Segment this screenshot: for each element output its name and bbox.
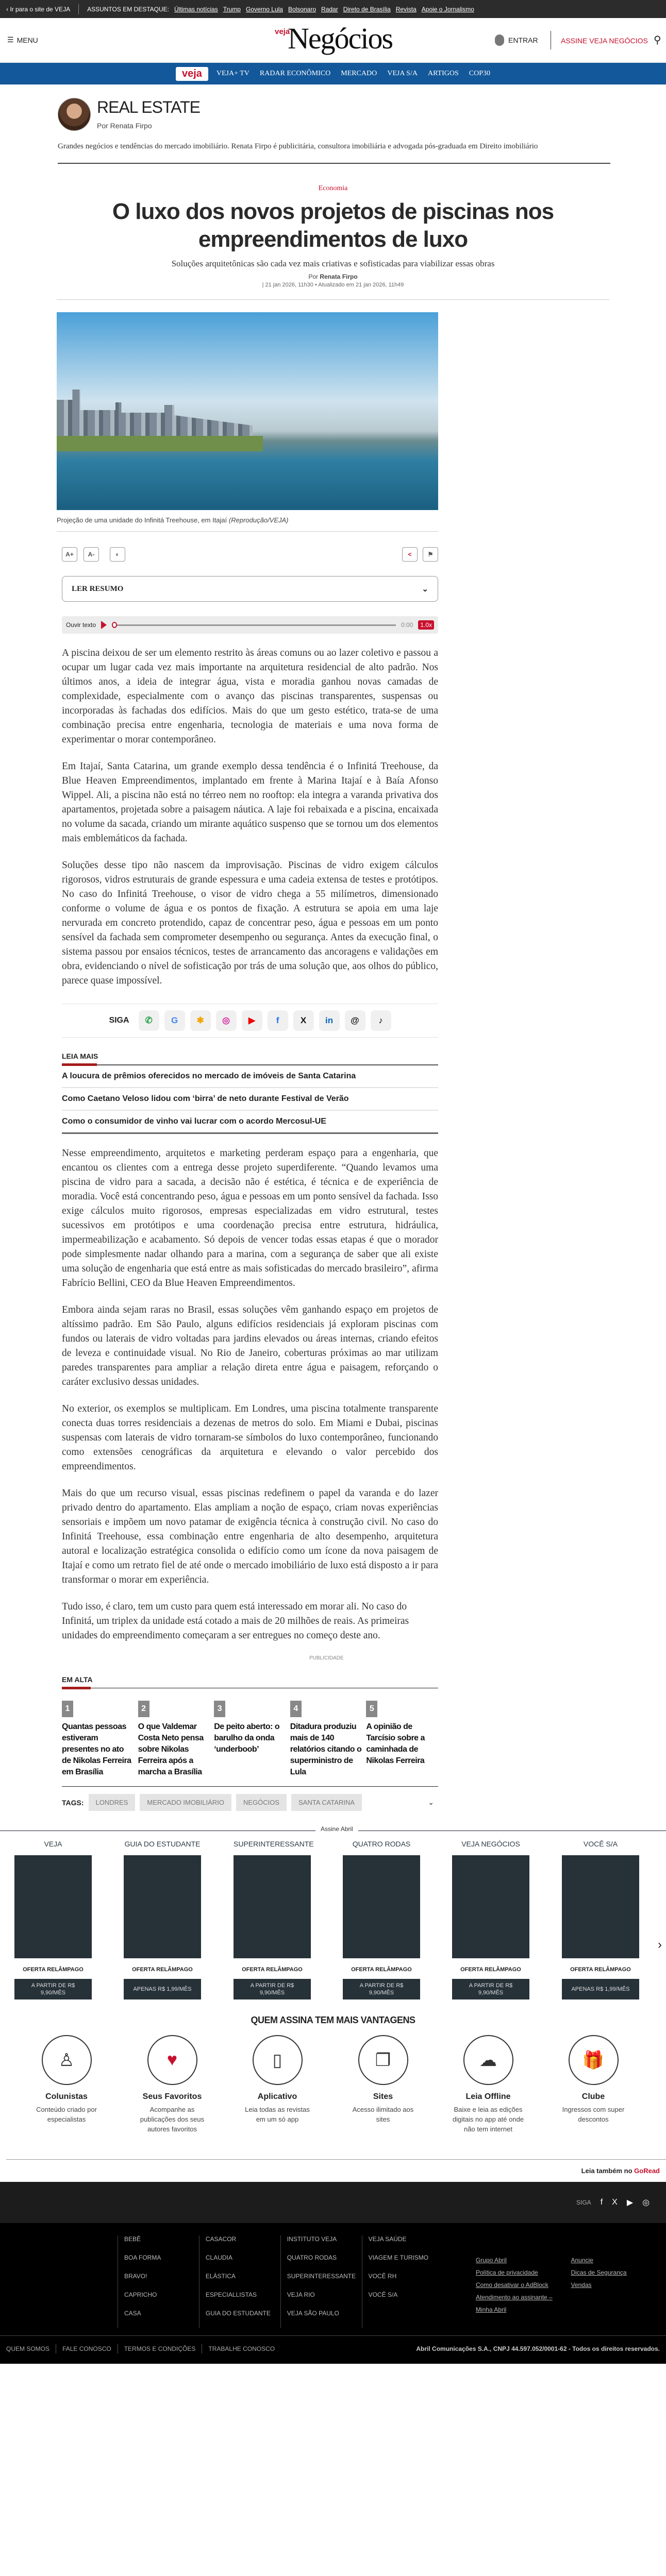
trending-header [62,1675,438,1688]
site-logo[interactable] [275,24,393,56]
heart-folder-icon: ♥ [147,2035,197,2085]
footer-link[interactable]: QUATRO RODAS [287,2254,337,2261]
rank-badge: 5 [366,1701,377,1717]
menu-button[interactable] [7,36,38,44]
footer-link[interactable]: ELÁSTICA [205,2273,236,2280]
advantage-item [30,2035,103,2124]
advantage-item [557,2035,629,2124]
trending-title: EM ALTA [62,1675,93,1684]
product-name: SUPERINTERESSANTE [234,1840,314,1848]
advantage-desc: Conteúdo criado por especialistas [36,2106,97,2123]
topic-link[interactable]: Apoie o Jornalismo [421,5,474,13]
bookmark-icon[interactable]: ⚑ [423,547,438,562]
article-photo [57,312,438,510]
nav-item[interactable]: MERCADO [341,70,377,77]
audio-label: Ouvir texto [66,621,96,629]
phone-app-icon: ▯ [253,2035,303,2085]
byline-prefix: Por [308,273,318,280]
section-nav [0,63,666,84]
footer-link[interactable]: BEBÊ [124,2235,141,2243]
footer-top [0,2182,666,2223]
advantage-desc: Ingressos com super descontos [562,2106,625,2123]
footer-link[interactable]: CAPRICHO [124,2291,157,2298]
instagram-icon[interactable]: ◎ [216,1010,237,1031]
goread-logo: GoRead [634,2167,660,2175]
person-icon: ♙ [42,2035,92,2085]
offer-label: OFERTA RELÂMPAGO [460,1967,521,1973]
trending-title-text: A opinião de Tarcísio sobre a caminhada de Nikolas Ferreira [366,1722,425,1765]
column-author: Por Renata Firpo [97,122,152,130]
follow-label: SIGA [109,1016,129,1025]
advantage-label: Aplicativo [257,2092,297,2101]
goread-link[interactable] [0,2167,660,2175]
footer-links-b [571,2235,666,2328]
nav-item[interactable]: COP30 [469,70,491,77]
footer-link[interactable]: ESPECIALLISTAS [205,2291,257,2298]
product-cover [124,1855,201,1958]
footer-link[interactable]: VEJA SAÚDE [368,2235,407,2243]
tiktok-icon[interactable]: ♪ [371,1010,391,1031]
footer-social [576,2197,650,2208]
trending-item[interactable] [214,1701,286,1778]
product-cover [234,1855,311,1958]
photo-skyline [57,389,253,441]
product-cover [343,1855,420,1958]
tag-chip[interactable]: SANTA CATARINA [291,1794,362,1811]
facebook-icon[interactable]: f [268,1010,288,1031]
product-card[interactable] [452,1840,529,1999]
subscribe-link[interactable]: ASSINE VEJA NEGÓCIOS [561,37,648,45]
search-icon[interactable]: ⚲ [654,35,661,46]
footer-link[interactable]: CASACOR [205,2235,237,2243]
ad-label: PUBLICIDADE [309,1655,344,1661]
spacer [443,2235,476,2328]
decrease-font-button[interactable]: A- [84,547,99,562]
divider [58,163,610,164]
advantage-item [241,2035,313,2124]
topic-link[interactable]: Bolsonaro [288,5,317,13]
footer-column [118,2235,199,2328]
trending-item[interactable] [62,1701,134,1778]
chevron-down-icon: ⌄ [422,585,428,594]
footer-link[interactable]: GUIA DO ESTUDANTE [205,2310,271,2317]
tags-row [62,1794,438,1811]
advantage-label: Sites [373,2092,393,2101]
article-title: O luxo dos novos projetos de piscinas nos empreendimentos de luxo [112,199,554,252]
footer-bottom-link[interactable]: TERMOS E CONDIÇÕES [124,2345,196,2352]
advantage-item [452,2035,524,2134]
trending-list [62,1701,438,1787]
footer-link[interactable]: BRAVO! [124,2273,147,2280]
footer-bottom-link[interactable]: FALE CONOSCO [62,2345,111,2352]
instagram-icon[interactable]: ◎ [642,2198,650,2207]
trending-title-text: O que Valdemar Costa Neto pensa sobre Nikolas Ferreira após a marcha a Brasília [138,1722,204,1776]
nav-item[interactable]: VEJA+ TV [216,70,249,77]
topic-link[interactable]: Revista [395,5,417,13]
product-list [0,1840,666,2010]
product-card[interactable] [234,1840,314,1999]
user-icon [495,35,504,46]
footer-links-a [476,2235,571,2328]
article-paragraph: Nesse empreendimento, arquitetos e marketing perderam espaço para a engenharia, que encantou os clientes com a entrega desse projeto superdiferente. “Quando levamos uma piscina de vidro para a sacada, a decisão não é estética, é técnica e de experiência de moradia. Você está concentrando peso, água e pessoas em um ponto sensível da fachada. Isso exige cálculos muito rigorosos, empresas especializadas em vidro estrutural, testes sucessivos em protótipos e uma coordenação precisa entre estrutura, hidráulica, impermeabilização e acabamento. Só depois de vencer todas essas etapas é que o morador pode simplesmente nadar olhando para a marina, com a segurança de saber que ali existe uma solução de engenharia que está entre as mais sofisticadas do mercado brasileiro”, afirma Fabrício Bellini, CEO da Blue Heaven Empreendimentos. [62,1148,438,1289]
back-label: Ir para o site de VEJA [10,5,71,13]
footer-link[interactable]: Grupo Abril [475,2257,507,2264]
advantage-label: Seus Favoritos [142,2092,202,2101]
follow-bar [62,1004,438,1038]
rank-badge: 3 [214,1701,225,1717]
byline [0,273,666,280]
advantage-label: Colunistas [45,2092,88,2101]
logo-negocios: Negócios [288,22,393,55]
price-button[interactable]: A PARTIR DE R$ 9,90/MÊS [14,1979,92,1999]
footer-link[interactable]: VOCÊ S/A [368,2291,398,2298]
linkedin-icon[interactable]: in [319,1010,340,1031]
photo-caption [57,516,666,524]
footer [0,2223,666,2364]
trending-item[interactable] [138,1701,210,1778]
menu-label: MENU [16,36,38,44]
goread-label: Leia também no [581,2167,632,2175]
footer-link[interactable]: Política de privacidade [475,2269,538,2276]
audio-progress-knob[interactable] [112,622,117,628]
nav-item[interactable]: VEJA S/A [387,70,418,77]
rank-badge: 1 [62,1701,73,1717]
offer-label: OFERTA RELÂMPAGO [23,1967,84,1973]
offer-label: OFERTA RELÂMPAGO [351,1967,412,1973]
footer-link[interactable]: Como desativar o AdBlock [475,2281,548,2289]
footer-link[interactable]: VOCÊ RH [368,2273,397,2280]
advantage-label: Clube [581,2092,605,2101]
product-card[interactable] [124,1840,201,1999]
divider [78,4,79,14]
advantage-label: Leia Offline [465,2092,511,2101]
footer-link[interactable]: Dicas de Segurança [571,2269,627,2276]
trending-title-text: Ditadura produziu mais de 140 relatórios citando o superministro de Lula [290,1722,362,1776]
photo-credit: (Reprodução/VEJA) [228,516,289,524]
hamburger-icon: ☰ [7,36,14,44]
share-icon[interactable]: < [402,547,418,562]
veja-brand-link[interactable]: veja [176,67,208,81]
advantage-desc: Baixe e leia as edições digitais no app até onde não tem internet [452,2106,524,2133]
login-button[interactable] [495,35,538,46]
trending-item[interactable] [366,1701,438,1778]
divider [57,299,609,300]
footer-column [362,2235,443,2328]
offer-label: OFERTA RELÂMPAGO [570,1967,631,1973]
article-paragraph: Soluções desse tipo não nascem da improvisação. Piscinas de vidro exigem cálculos rigorosos, vidros estruturais de grande espessura e uma cadeia extensa de testes e protótipos. No caso do Infinitá Treehouse, o visor de vidro chega a 55 milímetros, dimensionado conforme o volume de água e os pontos de fixação. A estrutura se apoia em uma laje nervurada em concreto protendido, capaz de concentrar peso, água e pessoas em um ponto sensível da fachada sem comprometer desempenho ou segurança. Antes da execução final, o sistema passou por ensaios técnicos, testes de arrancamento das ancoragens e validações em obra, evidenciando o nível de sofisticação por trás de uma solução que, aos olhos do público, parece quase impossível. [62,860,438,986]
footer-bottom-link[interactable]: TRABALHE CONOSCO [208,2345,275,2352]
product-name: QUATRO RODAS [352,1840,411,1848]
article-paragraph: Tudo isso, é claro, tem um custo para quem está interessado em morar ali. No caso do Infinitá, um triplex da unidade está cotado a mais de 20 milhões de reais. As primeiras unidades do empreendimento começaram a ser entregues no começo deste ano. [62,1601,409,1641]
footer-link[interactable]: VEJA RIO [287,2291,315,2298]
price-button[interactable]: A PARTIR DE R$ 9,90/MÊS [452,1979,529,1999]
topic-link[interactable]: Governo Lula [245,5,283,13]
footer-columns [118,2235,666,2328]
tag-chip[interactable]: MERCADO IMOBILIÁRIO [140,1794,231,1811]
footer-bottom-links [6,2344,275,2353]
offer-label: OFERTA RELÂMPAGO [242,1967,303,1973]
footer-link[interactable]: CASA [124,2310,141,2317]
footer-link[interactable]: INSTITUTO VEJA [287,2235,337,2243]
advantage-desc: Acompanhe as publicações dos seus autores favoritos [140,2106,205,2133]
footer-link[interactable]: Atendimento ao assinante – Minha Abril [475,2294,553,2313]
advantages-list [0,2035,666,2156]
increase-font-button[interactable]: A+ [62,547,77,562]
top-bar [0,0,666,18]
product-card[interactable] [343,1840,420,1999]
footer-link[interactable]: Anuncie [571,2257,593,2264]
login-label: ENTRAR [508,36,538,44]
logo-veja: veja [275,27,290,36]
article-paragraph: Mais do que um recurso visual, essas piscinas redefinem o papel da varanda e do lazer privado dentro do apartamento. Elas ampliam a noção de espaço, criam novas experiências sensoriais e impõem um novo patamar de exigência técnica à construção civil. No caso do Infinitá Treehouse, essa combinação entre engenharia de alto desempenho, arquitetura autoral e localização estratégica consolida o edifício como um ícone da nova paisagem de Itajaí e como um retrato fiel de até onde o mercado imobiliário de luxo está disposto a ir para transformar o morar em experiência. [62,1488,438,1585]
trending-title-text: De peito aberto: o barulho da onda ‘underboob’ [214,1722,280,1754]
tag-chip[interactable]: NEGÓCIOS [236,1794,287,1811]
price-button[interactable]: APENAS R$ 1,99/MÊS [562,1979,639,1999]
topic-link[interactable]: Radar [321,5,338,13]
advantage-item [347,2035,419,2124]
tag-chip[interactable]: LONDRES [89,1794,136,1811]
footer-link[interactable]: BOA FORMA [124,2254,161,2261]
advantage-desc: Acesso ilimitado aos sites [352,2106,414,2123]
advantages-title: QUEM ASSINA TEM MAIS VANTAGENS [251,2015,415,2025]
price-button[interactable]: APENAS R$ 1,99/MÊS [124,1979,201,1999]
column-title[interactable]: REAL ESTATE [97,98,201,116]
footer-link[interactable]: CLAUDIA [205,2254,232,2261]
product-cover [562,1855,639,1958]
youtube-icon[interactable]: ▶ [626,2198,634,2207]
nav-item[interactable]: RADAR ECONÔMICO [259,70,331,77]
site-header [0,18,666,63]
audio-time: 0:00 [401,621,413,629]
photo-vegetation [57,436,263,451]
divider [57,531,438,532]
section-underline [62,1064,438,1065]
footer-link[interactable]: VEJA SÃO PAULO [287,2310,339,2317]
google-discover-icon[interactable]: ✱ [190,1010,211,1031]
copyright: Abril Comunicações S.A., CNPJ 44.597.052/0001-62 - Todos os direitos reservados. [416,2345,660,2352]
divider [6,2159,666,2160]
footer-follow-label: SIGA [576,2199,591,2206]
google-news-icon[interactable]: G [164,1010,185,1031]
price-button[interactable]: A PARTIR DE R$ 9,90/MÊS [234,1979,311,1999]
article-paragraph: No exterior, os exemplos se multiplicam. Em Londres, uma piscina totalmente transparente conecta duas torres residenciais a dezenas de metros do solo. Em Miami e Dubai, piscinas suspensas com laterais de vidro tornaram-se símbolos do luxo contemporâneo, funcionando como extensões cenográficas da arquitetura e elevando o valor percebido dos empreendimentos. [62,1403,438,1472]
topic-link[interactable]: Direto de Brasília [343,5,391,13]
x-icon[interactable]: X [612,2198,618,2207]
footer-bottom-link[interactable]: QUEM SOMOS [6,2345,50,2352]
column-header [58,98,610,131]
footer-link[interactable]: Vendas [571,2281,592,2289]
read-more-link[interactable]: Como Caetano Veloso lidou com ‘birra’ de neto durante Festival de Verão [62,1088,438,1111]
article-toolbar [62,547,438,562]
whatsapp-icon[interactable]: ✆ [139,1010,159,1031]
article-paragraph: Embora ainda sejam raras no Brasil, essas soluções vêm ganhando espaço em projetos de altíssimo padrão. Em São Paulo, alguns edifícios residenciais já exploram piscinas com fundos ou laterais de vidro voltadas para jardins elevados ou áreas internas, criando efeitos de leveza e continuidade visual. No Rio de Janeiro, coberturas próximas ao mar utilizam paredes transparentes para ampliar a relação direta entre água e paisagem, reforçando o caráter exclusivo dessas unidades. [62,1304,438,1387]
topic-link[interactable]: Últimas notícias [174,5,218,13]
footer-bottom [0,2336,666,2364]
product-name: GUIA DO ESTUDANTE [124,1840,201,1848]
trending-title-text: Quantas pessoas estiveram presentes no ato de Nikolas Ferreira em Brasília [62,1722,131,1776]
rank-badge: 4 [290,1701,302,1717]
threads-icon[interactable]: @ [345,1010,365,1031]
read-more-title: LEIA MAIS [62,1052,98,1060]
summary-label: LER RESUMO [72,584,124,593]
x-icon[interactable]: X [293,1010,314,1031]
caption-text: Projeção de uma unidade do Infinitá Treehouse, em Itajaí [57,516,227,524]
article-subtitle: Soluções arquitetônicas são cada vez mais criativas e sofisticadas para viabilizar essas obras [171,259,495,268]
publish-date: | 21 jan 2026, 11h30 • Atualizado em 21 jan 2026, 11h49 [262,282,404,288]
sites-icon: ❐ [358,2035,408,2085]
byline-author[interactable]: Renata Firpo [320,273,358,280]
footer-link[interactable]: VIAGEM E TURISMO [368,2254,429,2261]
gift-card-icon: 🎁 [569,2035,619,2085]
rank-badge: 2 [138,1701,149,1717]
product-name: VOCÊ S/A [583,1840,618,1848]
back-to-veja-link[interactable]: ‹ Ir para o site de VEJA [6,5,71,13]
product-cover [452,1855,529,1958]
youtube-icon[interactable]: ▶ [242,1010,262,1031]
contrast-icon[interactable]: ◐ [110,547,125,562]
cloud-offline-icon: ☁ [463,2035,513,2085]
chevron-right-icon[interactable]: › [658,1938,662,1952]
audio-player [62,616,438,634]
product-name: VEJA NEGÓCIOS [461,1840,520,1848]
nav-item[interactable]: ARTIGOS [427,70,459,77]
price-button[interactable]: A PARTIR DE R$ 9,90/MÊS [343,1979,420,1999]
footer-column [199,2235,280,2328]
social-icons [139,1010,391,1031]
article-paragraph: Em Itajaí, Santa Catarina, um grande exemplo dessa tendência é o Infinitá Treehouse, da Blue Heaven Empreendimentos, implantado em frente à Marina Itajaí e à Baía Afonso Wippel. Ali, a piscina não está no térreo nem no rooftop: ela integra a varanda privativa dos apartamentos, projetada sobre a paisagem náutica. A laje foi rebaixada e a piscina, encaixada no volume da sacada, criando um mirante aquático suspenso que se tornou um dos elementos mais emblemáticos da fachada. [62,761,438,844]
trending-item[interactable] [290,1701,362,1778]
tags-label: TAGS: [62,1798,84,1807]
abril-header [0,1825,666,1836]
product-cover [14,1855,92,1958]
audio-progress-slider[interactable] [112,624,396,626]
article-paragraph: A piscina deixou de ser um elemento restrito às áreas comuns ou ao lazer coletivo e passou a ocupar um lugar cada vez mais importante na arquitetura residencial de alto padrão. Nos últimos anos, a ideia de integrar água, vista e moradia ganhou novas camadas de complexidade, especialmente com o avanço das piscinas transparentes, suspensas ou incorporadas às fachadas dos edifícios. Mais do que um gesto estético, trata-se de uma combinação precisa entre engenharia, tecnologia de materiais e uma nova forma de experimentar o morar contemporâneo. [62,648,438,745]
offer-label: OFERTA RELÂMPAGO [132,1967,193,1973]
article-category[interactable]: Economia [318,184,348,192]
assine-abril-logo[interactable]: Assine Abril [315,1825,358,1833]
author-avatar [58,98,91,131]
read-more-link[interactable]: Como o consumidor de vinho vai lucrar com o acordo Mercosul-UE [62,1111,438,1134]
read-more-link[interactable]: A loucura de prêmios oferecidos no mercado de imóveis de Santa Catarina [62,1065,438,1088]
advantage-desc: Leia todas as revistas em um só app [245,2106,310,2123]
footer-link[interactable]: SUPERINTERESSANTE [287,2273,356,2280]
column-description: Grandes negócios e tendências do mercado imobiliário. Renata Firpo é publicitária, consultora imobiliária e advogada pós-graduada em Direito imobiliário [58,142,538,150]
product-card[interactable] [14,1840,92,1999]
advantage-item [136,2035,208,2134]
footer-column [280,2235,362,2328]
product-name: VEJA [44,1840,62,1848]
topic-link[interactable]: Trump [223,5,241,13]
facebook-icon[interactable]: f [600,2198,603,2207]
speed-button[interactable]: 1.0x [418,620,434,630]
summary-toggle[interactable] [62,576,438,602]
highlights-label: ASSUNTOS EM DESTAQUE: [87,5,169,13]
read-more-header [62,1052,438,1065]
chevron-down-icon[interactable]: ⌄ [428,1798,434,1806]
play-icon[interactable] [101,621,107,629]
product-card[interactable] [562,1840,639,1999]
